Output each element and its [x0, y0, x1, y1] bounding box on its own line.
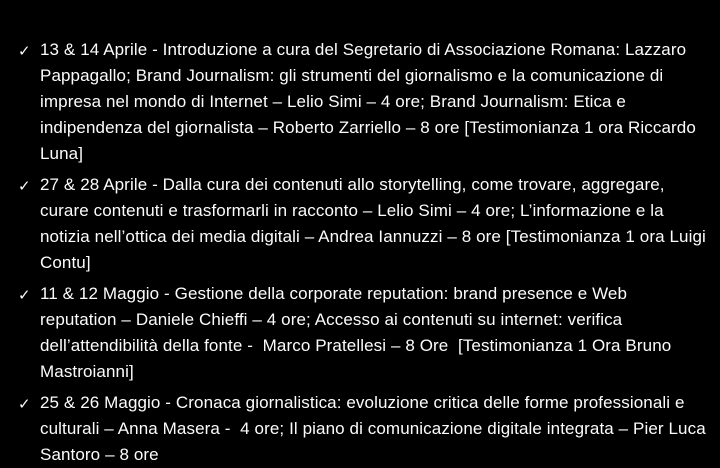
checkmark-bullet-icon: ✓ — [18, 286, 31, 304]
checkmark-bullet-icon: ✓ — [18, 177, 31, 195]
bullet-text-may-11-12: 11 & 12 Maggio - Gestione della corporate reputation: brand presence e Web reputation – Daniele Chieffi – 4 ore; Accesso ai contenuti su internet: verifica dell’attendibilità della fonte - Marco Pratellesi – 8 Ore [Testimonianza 1 Ora Bruno Mastroianni] — [40, 284, 677, 381]
bullet-text-april-27-28: 27 & 28 Aprile - Dalla cura dei contenuti allo storytelling, come trovare, aggregare, curare contenuti e trasformarli in racconto – Lelio Simi – 4 ore; L’informazione e la notizia nell’ottica dei media digitali – Andrea Iannuzzi – 8 ore [Testimonianza 1 ora Luigi Contu] — [40, 175, 711, 272]
checkmark-bullet-icon: ✓ — [18, 395, 31, 413]
list-item — [18, 37, 706, 167]
list-item — [18, 172, 711, 276]
bullet-text-may-25-26: 25 & 26 Maggio - Cronaca giornalistica: evoluzione critica delle forme professionali e culturali – Anna Masera - 4 ore; Il piano di comunicazione digitale integrata – Pier Luca Santoro – 8 ore — [40, 393, 711, 464]
course-schedule-list — [18, 37, 711, 468]
list-item — [18, 390, 711, 468]
checkmark-bullet-icon: ✓ — [18, 42, 31, 60]
list-item — [18, 281, 706, 385]
bullet-text-april-13-14: 13 & 14 Aprile - Introduzione a cura del Segretario di Associazione Romana: Lazzaro Pappagallo; Brand Journalism: gli strumenti del giornalismo e la comunicazione di impresa nel mondo di Internet – Lelio Simi – 4 ore; Brand Journalism: Etica e indipendenza del giornalista – Roberto Zarriello – 8 ore [Testimonianza 1 ora Riccardo Luna] — [40, 40, 701, 163]
